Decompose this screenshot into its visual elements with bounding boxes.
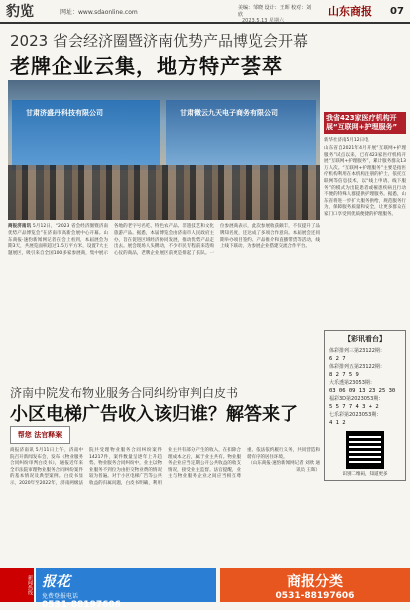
qr-code-icon[interactable] — [346, 431, 384, 469]
qr-caption: 识别二维码，知道更多 — [342, 472, 388, 477]
column-logo: 帮您 法官释案 — [10, 426, 70, 444]
lottery-label: 体彩排列五第23122期： — [329, 364, 385, 370]
ad-classified-orange[interactable] — [220, 568, 410, 602]
lottery-label: 福彩3D第2023053期： — [329, 396, 384, 402]
story2-byline: （山东商报·速豹新闻网记者 刘欣 通讯员 王晖） — [248, 461, 320, 473]
page-header — [0, 0, 410, 24]
expo-photo — [8, 80, 320, 220]
story2-text: 商报济南讯 5月11日上午，济南中院召开新闻发布会，发布《物业服务合同纠纷审判白皮书》，通报近年来全市法院审理物业服务合同纠纷案件的基本情况及典型案例。白皮书显示，2020年至2022年，济南两级法院共受理物业服务合同纠纷案件14217件，案件数量呈逐年上升趋势。物业服务合同纠纷中，业主以物业服务不到位为由拒交物业费的情况较为普遍。对于小区电梯广告等公共收益的归属问题，白皮书明确，利用业主共有部分产生的收入，在扣除合理成本之后，属于业主共有。物业服务企业应当定期公开公共收益的收支情况，接受业主监督。法官提醒，业主与物业服务企业之间应当相互尊重、依法依约履行义务，共同营造和谐有序的居住环境。 — [10, 448, 320, 486]
story2-body — [10, 448, 320, 566]
lottery-number: 5 5 7 7 4 3 + 2 — [329, 404, 379, 410]
crowd — [8, 165, 320, 220]
issue-date: 2023.5.13 星期六 — [242, 18, 285, 24]
ad-orange-phone: 0531-88197606 — [275, 591, 355, 601]
editor-credits: 美编：邹晓 设计：王晖 校对：刘欣 — [238, 5, 312, 18]
story2-kicker: 济南中院发布物业服务合同纠纷审判白皮书 — [10, 386, 239, 400]
site-url: 网址：www.sdaonline.com — [60, 8, 138, 16]
lottery-label: 七乐彩第2023053期： — [329, 412, 382, 418]
ad-orange-title: 商报分类 — [287, 574, 343, 590]
ad-hotline: 新闻热线 — [0, 568, 34, 602]
ad-classified-blue[interactable] — [36, 568, 216, 610]
story1-body — [8, 224, 320, 354]
story1-text: 5月12日，“2023 省会经济圈暨济南优势产品博览会”在济南市高新会展中心开幕。山东商报·速豹新闻网记者在会上看到，本届展会为期3天，共展览面积超过1.5万平方米，设置7大主题展区，吸引来自全国100多家参展商，集中展示各地的老字号名吃、特色农产品、非遗技艺和文化旅游产品。据悉，本届博览会由济南市人民政府主办，旨在促进区域经济协同发展，推动优势产品走出去。展会现场人头攒动，不少市民专程前来选购心仪的商品，老牌企业展区前更是排起了长队。一位参展商表示，此次参展收获颇丰，不仅提升了品牌知名度，还达成了多项合作意向。本届展会还同期举办项目签约、产品推介和直播带货等活动，线上线下联动，为参展企业搭建交流合作平台。 — [8, 224, 320, 257]
booth-sign-left: 甘肃济盛丹科技有限公司 — [26, 109, 103, 117]
lottery-number: 6 2 7 — [329, 356, 346, 362]
page-number: 07 — [390, 5, 404, 17]
ad-blue-title: 报花 — [42, 574, 70, 590]
lottery-label: 大乐透第23053期： — [329, 380, 375, 386]
story2-headline: 小区电梯广告收入该归谁？解答来了 — [10, 404, 298, 425]
sidebar-dateline: 新华社济南5月12日电 — [324, 138, 369, 143]
story1-kicker: 2023 省会经济圈暨济南优势产品博览会开幕 — [10, 32, 308, 50]
ad-blue-phone: 0531-88197606 — [42, 600, 121, 610]
booth-sign-right: 甘肃微云九天电子商务有限公司 — [180, 109, 278, 117]
lottery-number: 8 2 7 5 9 — [329, 372, 359, 378]
paper-name: 山东商报 — [328, 5, 372, 18]
sidebar-headline: 我省423家医疗机构开展“互联网+护理服务” — [324, 112, 406, 134]
section-name: 豹览 — [6, 4, 34, 20]
lottery-number: 4 1 2 — [329, 420, 346, 426]
lottery-title: 【彩讯看台】 — [344, 335, 386, 343]
lottery-box — [324, 330, 406, 481]
sidebar-body: 山东省自2021年4月开展“互联网+护理服务”试点以来，已有423家医疗机构开展“互联网+护理服务”，累计服务群众13万人次。“互联网+护理服务”主要是指医疗机构利用在本机构注册的护士，依托互联网等信息技术，以“线上申请、线下服务”的模式为出院患者或罹患疾病且行动不便的特殊人群提供护理服务。据悉，山东省将进一步扩大服务供给，规范服务行为，保障服务质量和安全，让更多群众在家门口享受到优质便捷的护理服务。 — [324, 146, 406, 217]
ad-blue-subtitle: 免费登报电话 — [42, 593, 79, 600]
story1-headline: 老牌企业云集，地方特产荟萃 — [10, 54, 283, 78]
lottery-label: 体彩排列三第23122期： — [329, 348, 385, 354]
dateline: 商报济南讯 — [8, 224, 32, 229]
lottery-number: 03 06 09 13 23 25 30 — [329, 388, 396, 394]
